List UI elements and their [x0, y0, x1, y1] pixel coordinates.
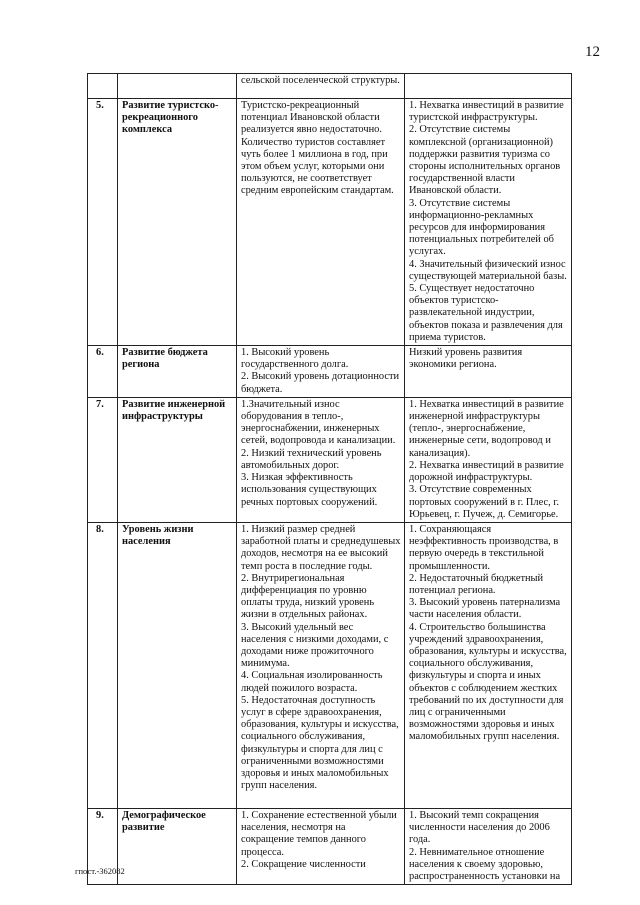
description-paragraph: 1.Значительный износ оборудования в тепло-, энергоснабжении, инженерных сетей, водопровода и канализации. — [241, 398, 396, 447]
problem-paragraph: 2. Отсутствие системы комплексной (организационной) поддержки развития туризма со стороны исполнительных органов государственной власти Ивановской области. — [409, 124, 561, 197]
description-paragraph: 4. Социальная изолированность людей пожилого возраста. — [241, 670, 383, 694]
row-number: 6. — [88, 346, 118, 398]
problem-paragraph: 2. Невнимательное отношение населения к своему здоровью, распространенность установки на — [409, 846, 561, 882]
row-number: 8. — [88, 522, 118, 808]
table-row — [88, 99, 572, 346]
page-number: 12 — [585, 44, 600, 60]
description-paragraph: 1. Низкий размер средней заработной платы и среднедушевых доходов, несмотря на ее высокий темп роста в последние годы. — [241, 523, 401, 572]
row-problems — [405, 808, 572, 884]
description-paragraph: 3. Низкая эффективность использования существующих речных портовых сооружений. — [241, 472, 378, 508]
row-number: 7. — [88, 397, 118, 522]
problem-paragraph: 1. Нехватка инвестиций в развитие туристской инфраструктуры. — [409, 100, 564, 124]
row-description — [237, 808, 405, 884]
table-row — [88, 522, 572, 808]
description-paragraph: 2. Сокращение численности — [241, 858, 366, 870]
row-problems — [405, 74, 572, 99]
problem-paragraph: 3. Отсутствие системы информационно-рекламных ресурсов для информирования потенциальных потребителей об услугах. — [409, 197, 554, 258]
row-problems — [405, 397, 572, 522]
row-description — [237, 99, 405, 346]
row-description — [237, 522, 405, 808]
description-paragraph: 2. Высокий уровень дотационности бюджета. — [241, 371, 400, 395]
row-description — [237, 74, 405, 99]
description-paragraph: сельской поселенческой структуры. — [241, 75, 400, 86]
row-problems — [405, 346, 572, 398]
problem-paragraph: 5. Существует недостаточно объектов туристско-развлекательной индустрии, объектов показа и развлечения для приема туристов. — [409, 283, 563, 343]
problem-paragraph: 3. Высокий уровень патернализма части населения области. — [409, 597, 561, 621]
row-description — [237, 346, 405, 398]
row-number: 5. — [88, 99, 118, 346]
problem-paragraph: 1. Нехватка инвестиций в развитие инженерной инфраструктуры (тепло-, энергоснабжение, инженерные сети, водопровод и канализация). — [409, 398, 564, 459]
row-title: Развитие бюджета региона — [118, 346, 237, 398]
problem-paragraph: 3. Отсутствие современных портовых сооружений в г. Плес, г. Юрьевец, г. Пучеж, д. Семигорье. — [409, 484, 559, 520]
description-paragraph: 2. Внутрирегиональная дифференциация по уровню оплаты труда, низкий уровень жизни в отдельных районах. — [241, 572, 375, 621]
table-row — [88, 74, 572, 99]
description-paragraph: 2. Низкий технический уровень автомобильных дорог. — [241, 447, 382, 471]
priorities-table — [87, 73, 572, 885]
row-title: Уровень жизни населения — [118, 522, 237, 808]
table-row — [88, 346, 572, 398]
footer-code: гпост.-362082 — [75, 866, 125, 876]
problem-paragraph: 4. Строительство большинства учреждений здравоохранения, образования, культуры и искусства, социального обслуживания, физкультуры и спорта и иных объектов с соблюдением жестких требований по их доступности для лиц с ограниченными возможностями здоровья и иных маломобильных групп населения. — [409, 621, 567, 743]
description-paragraph: 5. Недостаточная доступность услуг в сфере здравоохранения, образования, культуры и искусства, социального обслуживания, физкультуры и спорта для лиц с ограниченными возможностями здоровья и иных маломобильных групп населения. — [241, 694, 399, 792]
row-title — [118, 74, 237, 99]
problem-paragraph: 1. Сохраняющаяся неэффективность производства, в первую очередь в текстильной промышленности. — [409, 523, 559, 572]
row-number — [88, 74, 118, 99]
problem-paragraph: 4. Значительный физический износ существующей материальной базы. — [409, 258, 567, 282]
table-row — [88, 808, 572, 884]
description-paragraph: 3. Высокий удельный вес населения с низкими доходами, с доходами ниже прожиточного минимума. — [241, 621, 389, 670]
row-problems — [405, 99, 572, 346]
row-title: Развитие инженерной инфраструктуры — [118, 397, 237, 522]
description-paragraph: Туристско-рекреационный потенциал Ивановской области реализуется явно недостаточно. Количество туристов составляет чуть более 1 миллиона в год, при этом объем услуг, которыми они пользуются, не соответствует средним европейским стандартам. — [241, 100, 394, 197]
row-title: Развитие туристско-рекреационного комплекса — [118, 99, 237, 346]
table-row — [88, 397, 572, 522]
row-description — [237, 397, 405, 522]
row-problems — [405, 522, 572, 808]
problem-paragraph: 2. Недостаточный бюджетный потенциал региона. — [409, 572, 544, 596]
problem-paragraph: Низкий уровень развития экономики региона. — [409, 347, 523, 371]
description-paragraph: 1. Сохранение естественной убыли населения, несмотря на сокращение темпов данного процесса. — [241, 809, 397, 858]
row-number: 9. — [88, 808, 118, 884]
problem-paragraph: 2. Нехватка инвестиций в развитие дорожной инфраструктуры. — [409, 459, 564, 484]
description-paragraph: 1. Высокий уровень государственного долга. — [241, 347, 349, 371]
row-title: Демографическое развитие — [118, 808, 237, 884]
problem-paragraph: 1. Высокий темп сокращения численности населения до 2006 года. — [409, 809, 550, 846]
